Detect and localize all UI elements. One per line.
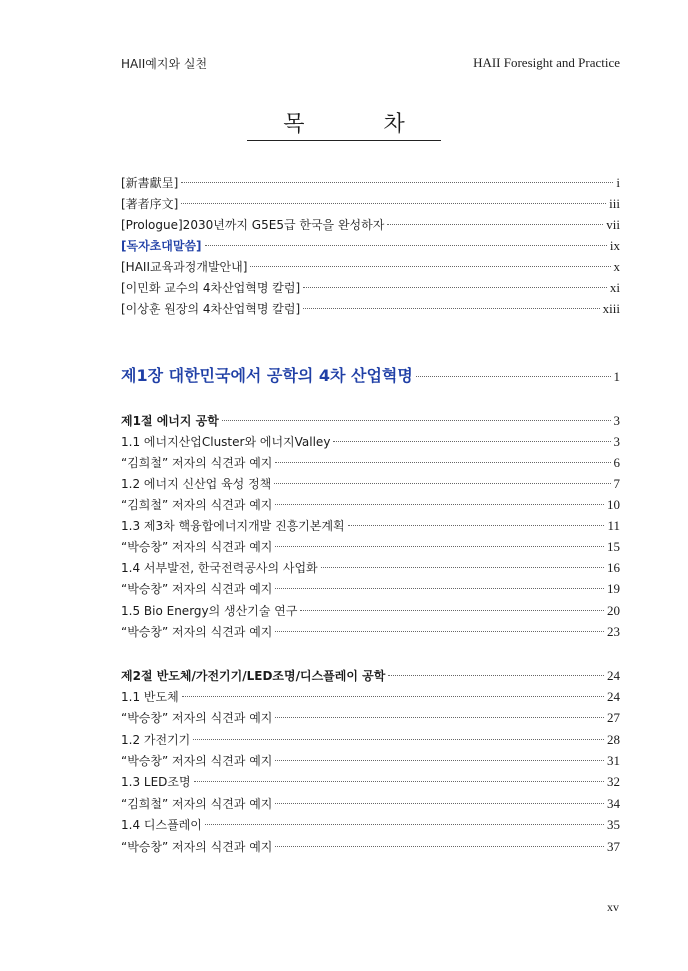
toc-entry [121, 258, 620, 276]
toc-entry-text: [著者序文] [121, 197, 179, 211]
toc-chapter [121, 364, 620, 388]
toc-entry-page: 32 [607, 774, 620, 789]
toc-entry-text: “김희철” 저자의 식견과 예지 [121, 797, 273, 811]
toc-entry [121, 195, 620, 213]
dot-leader [275, 631, 604, 632]
toc-entry-text: [HAII교육과정개발안내] [121, 260, 248, 274]
toc-entry-page: 31 [607, 753, 620, 768]
dot-leader [181, 203, 606, 204]
toc-entry [121, 602, 620, 620]
running-header-right: HAII Foresight and Practice [473, 55, 620, 70]
toc-entry-text: 1.2 에너지 신산업 육성 정책 [121, 477, 272, 491]
toc-entry-page: 19 [607, 581, 620, 596]
toc-entry [121, 433, 620, 451]
toc-entry [121, 752, 620, 770]
toc-entry-page: 27 [607, 710, 620, 725]
toc-entry [121, 731, 620, 749]
dot-leader [275, 462, 610, 463]
toc-title-wrap [0, 112, 688, 141]
dot-leader [303, 308, 600, 309]
dot-leader [275, 546, 604, 547]
toc-entry-text: [新書獻呈] [121, 176, 179, 190]
toc-entry-text: 1.5 Bio Energy의 생산기술 연구 [121, 604, 298, 618]
toc-entry [121, 559, 620, 577]
toc-entry [121, 795, 620, 813]
toc-entry-page: 10 [607, 497, 620, 512]
section-page: 24 [607, 668, 620, 683]
toc-entry-text: 1.4 디스플레이 [121, 818, 202, 832]
toc-entry-page: xi [609, 280, 620, 295]
toc-entry-text: [독자초대말씀] [121, 239, 202, 253]
toc-entry-page: 11 [607, 518, 620, 533]
toc-entry [121, 517, 620, 535]
page-number: xv [607, 900, 619, 914]
toc-entry-text: “박승창” 저자의 식견과 예지 [121, 754, 273, 768]
toc-entry-text: [이상훈 원장의 4차산업혁명 칼럼] [121, 302, 301, 316]
toc-title: 목 차 [247, 112, 441, 141]
toc-entry-text: “박승창” 저자의 식견과 예지 [121, 540, 273, 554]
toc-entry-page: ix [609, 238, 620, 253]
toc-entry-text: “박승창” 저자의 식견과 예지 [121, 582, 273, 596]
toc-entry-page: 35 [607, 817, 620, 832]
dot-leader [182, 696, 604, 697]
toc-entry [121, 300, 620, 318]
toc-entry-text: 1.4 서부발전, 한국전력공사의 사업화 [121, 561, 318, 575]
toc-entry-text: 1.1 반도체 [121, 690, 179, 704]
dot-leader [348, 525, 605, 526]
toc-section [121, 412, 620, 430]
dot-leader [194, 781, 604, 782]
dot-leader [321, 567, 604, 568]
toc-section [121, 667, 620, 685]
toc-entry [121, 279, 620, 297]
toc-entry-text: [이민화 교수의 4차산업혁명 칼럼] [121, 281, 301, 295]
dot-leader [222, 420, 611, 421]
dot-leader [181, 182, 613, 183]
dot-leader [205, 824, 604, 825]
toc-entry-page: 24 [607, 689, 620, 704]
chapter-title: 제1장 대한민국에서 공학의 4차 산업혁명 [121, 366, 413, 385]
toc-entry [121, 174, 620, 192]
dot-leader [193, 739, 604, 740]
toc-entry [121, 454, 620, 472]
toc-entry [121, 216, 620, 234]
toc-entry [121, 688, 620, 706]
dot-leader [274, 483, 610, 484]
section-title: 제2절 반도체/가전기기/LED조명/디스플레이 공학 [121, 669, 386, 683]
dot-leader [333, 441, 610, 442]
toc-entry-page: 20 [607, 603, 620, 618]
toc-entry [121, 773, 620, 791]
toc-entry [121, 237, 620, 255]
toc-entry-text: “박승창” 저자의 식견과 예지 [121, 711, 273, 725]
dot-leader [275, 588, 604, 589]
toc-entry [121, 475, 620, 493]
toc-entry-page: i [616, 175, 620, 190]
dot-leader [300, 610, 604, 611]
toc-entry-page: 7 [613, 476, 620, 491]
toc-entry-page: 3 [613, 434, 620, 449]
toc-entry-text: 1.2 가전기기 [121, 733, 191, 747]
toc-entry [121, 709, 620, 727]
toc-entry-page: 34 [607, 796, 620, 811]
dot-leader [275, 717, 604, 718]
dot-leader [388, 675, 604, 676]
dot-leader [303, 287, 607, 288]
toc-entry-text: “박승창” 저자의 식견과 예지 [121, 625, 273, 639]
dot-leader [275, 803, 604, 804]
toc-entry-page: x [613, 259, 620, 274]
toc-entry-page: 23 [607, 624, 620, 639]
running-header-left: HAII예지와 실천 [121, 57, 208, 71]
toc-entry-page: 6 [613, 455, 620, 470]
toc-entry-text: “김희철” 저자의 식견과 예지 [121, 456, 273, 470]
dot-leader [275, 504, 604, 505]
toc-entry [121, 496, 620, 514]
section-page: 3 [613, 413, 620, 428]
toc-entry-page: iii [609, 196, 620, 211]
toc-entry-page: 16 [607, 560, 620, 575]
dot-leader [387, 224, 603, 225]
toc-entry-page: 15 [607, 539, 620, 554]
toc-entry-page: vii [606, 217, 620, 232]
toc-entry-text: 1.3 제3차 핵융합에너지개발 진흥기본계획 [121, 519, 345, 533]
toc-entry-text: “박승창” 저자의 식견과 예지 [121, 840, 273, 854]
toc-entry-page: xiii [602, 301, 620, 316]
section-title: 제1절 에너지 공학 [121, 414, 219, 428]
toc-entry-page: 28 [607, 732, 620, 747]
dot-leader [250, 266, 610, 267]
dot-leader [275, 846, 604, 847]
chapter-page: 1 [613, 369, 620, 384]
toc-entry [121, 580, 620, 598]
toc-entry [121, 623, 620, 641]
dot-leader [416, 376, 611, 377]
toc-entry [121, 838, 620, 856]
toc-entry-page: 37 [607, 839, 620, 854]
dot-leader [205, 245, 607, 246]
toc-entry-text: 1.1 에너지산업Cluster와 에너지Valley [121, 435, 331, 449]
toc-entry [121, 538, 620, 556]
toc-entry-text: “김희철” 저자의 식견과 예지 [121, 498, 273, 512]
toc-entry [121, 816, 620, 834]
toc-entry-text: [Prologue]2030년까지 G5E5급 한국을 완성하자 [121, 218, 385, 232]
toc-entry-text: 1.3 LED조명 [121, 775, 191, 789]
dot-leader [275, 760, 604, 761]
